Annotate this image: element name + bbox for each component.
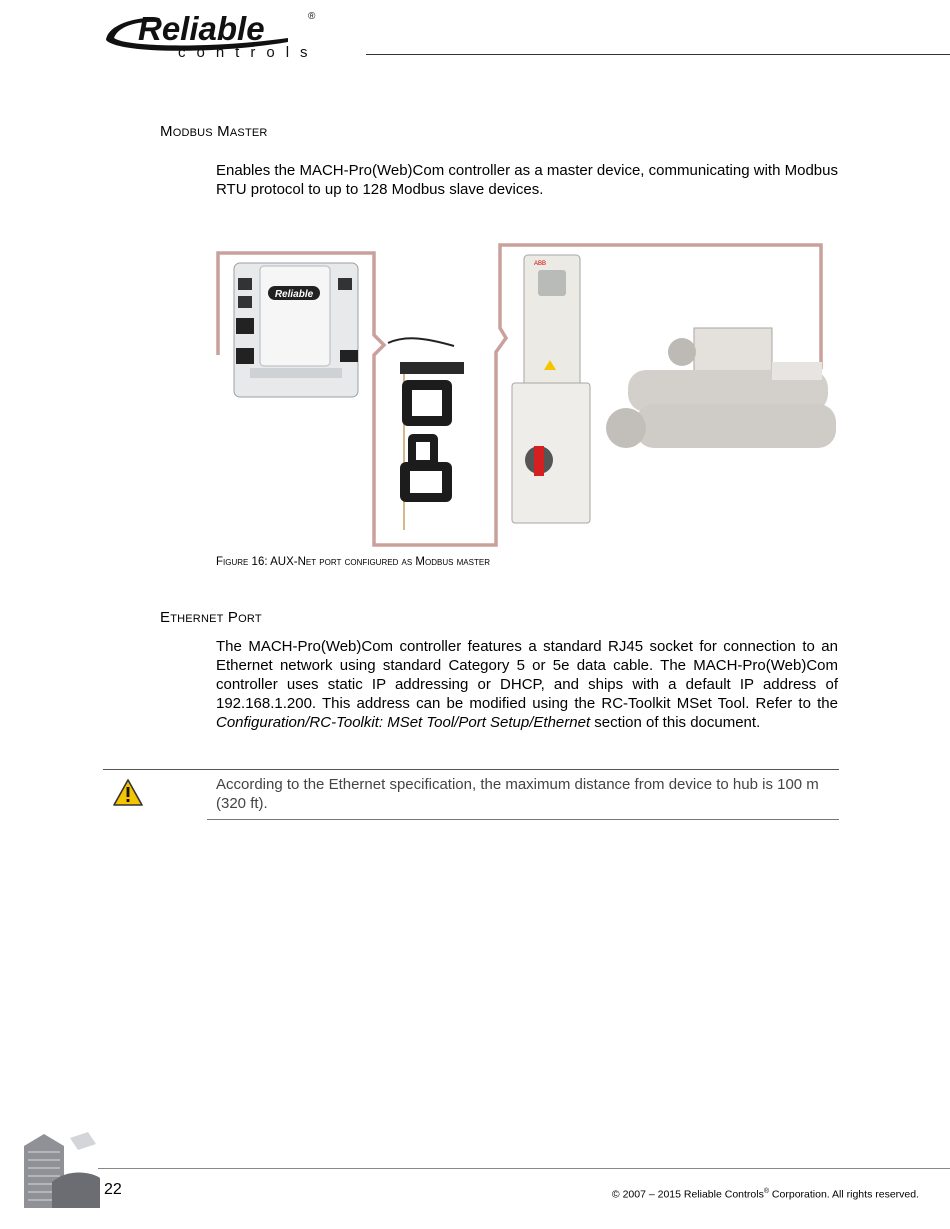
section-heading-ethernet: Ethernet Port xyxy=(160,609,262,626)
figure-caption: Figure 16: AUX-Net port configured as Modbus master xyxy=(216,556,490,568)
note-divider-top xyxy=(103,769,839,770)
figure-modbus-master xyxy=(216,240,838,550)
company-logo xyxy=(98,6,358,62)
sensors-image xyxy=(388,338,464,530)
section-heading-modbus: Modbus Master xyxy=(160,123,268,140)
copyright-notice: © 2007 – 2015 Reliable Controls® Corporation. All rights reserved. xyxy=(611,1188,919,1201)
footer-building-image xyxy=(18,1128,100,1208)
svg-text:ABB: ABB xyxy=(534,261,547,267)
note-divider-bottom xyxy=(207,819,839,820)
svg-text:Reliable: Reliable xyxy=(274,289,314,300)
logo-subtitle: controls xyxy=(178,44,319,61)
header-rule xyxy=(366,54,950,55)
doc-reference-link[interactable]: Configuration/RC-Toolkit: MSet Tool/Port Setup/Ethernet xyxy=(216,714,591,731)
ethernet-description: The MACH-Pro(Web)Com controller features a standard RJ45 socket for connection to an Ethernet network using standard Category 5 or 5e data cable. The MACH-Pro(Web)Com controller uses static IP addressing or DHCP, and ships with a default IP address of 192.168.1.200. This address can be modified using the RC-Toolkit MSet Tool. Refer to the Configuration/RC-Toolkit: MSet Tool/Port Setup/Ethernet section of this document. xyxy=(216,638,838,731)
drive-image xyxy=(512,255,590,523)
logo-word: Reliable xyxy=(138,10,265,47)
svg-text:®: ® xyxy=(308,11,316,22)
controller-image xyxy=(234,263,358,397)
chiller-image xyxy=(606,328,836,448)
footer-rule xyxy=(98,1168,950,1169)
page-number: 22 xyxy=(104,1181,122,1198)
modbus-description: Enables the MACH-Pro(Web)Com controller as a master device, communicating with Modbus RTU protocol to up to 128 Modbus slave devices. xyxy=(216,162,838,198)
warning-icon xyxy=(113,779,143,806)
note-text: According to the Ethernet specification, the maximum distance from device to hub is 100 m (320 ft). xyxy=(216,776,819,812)
